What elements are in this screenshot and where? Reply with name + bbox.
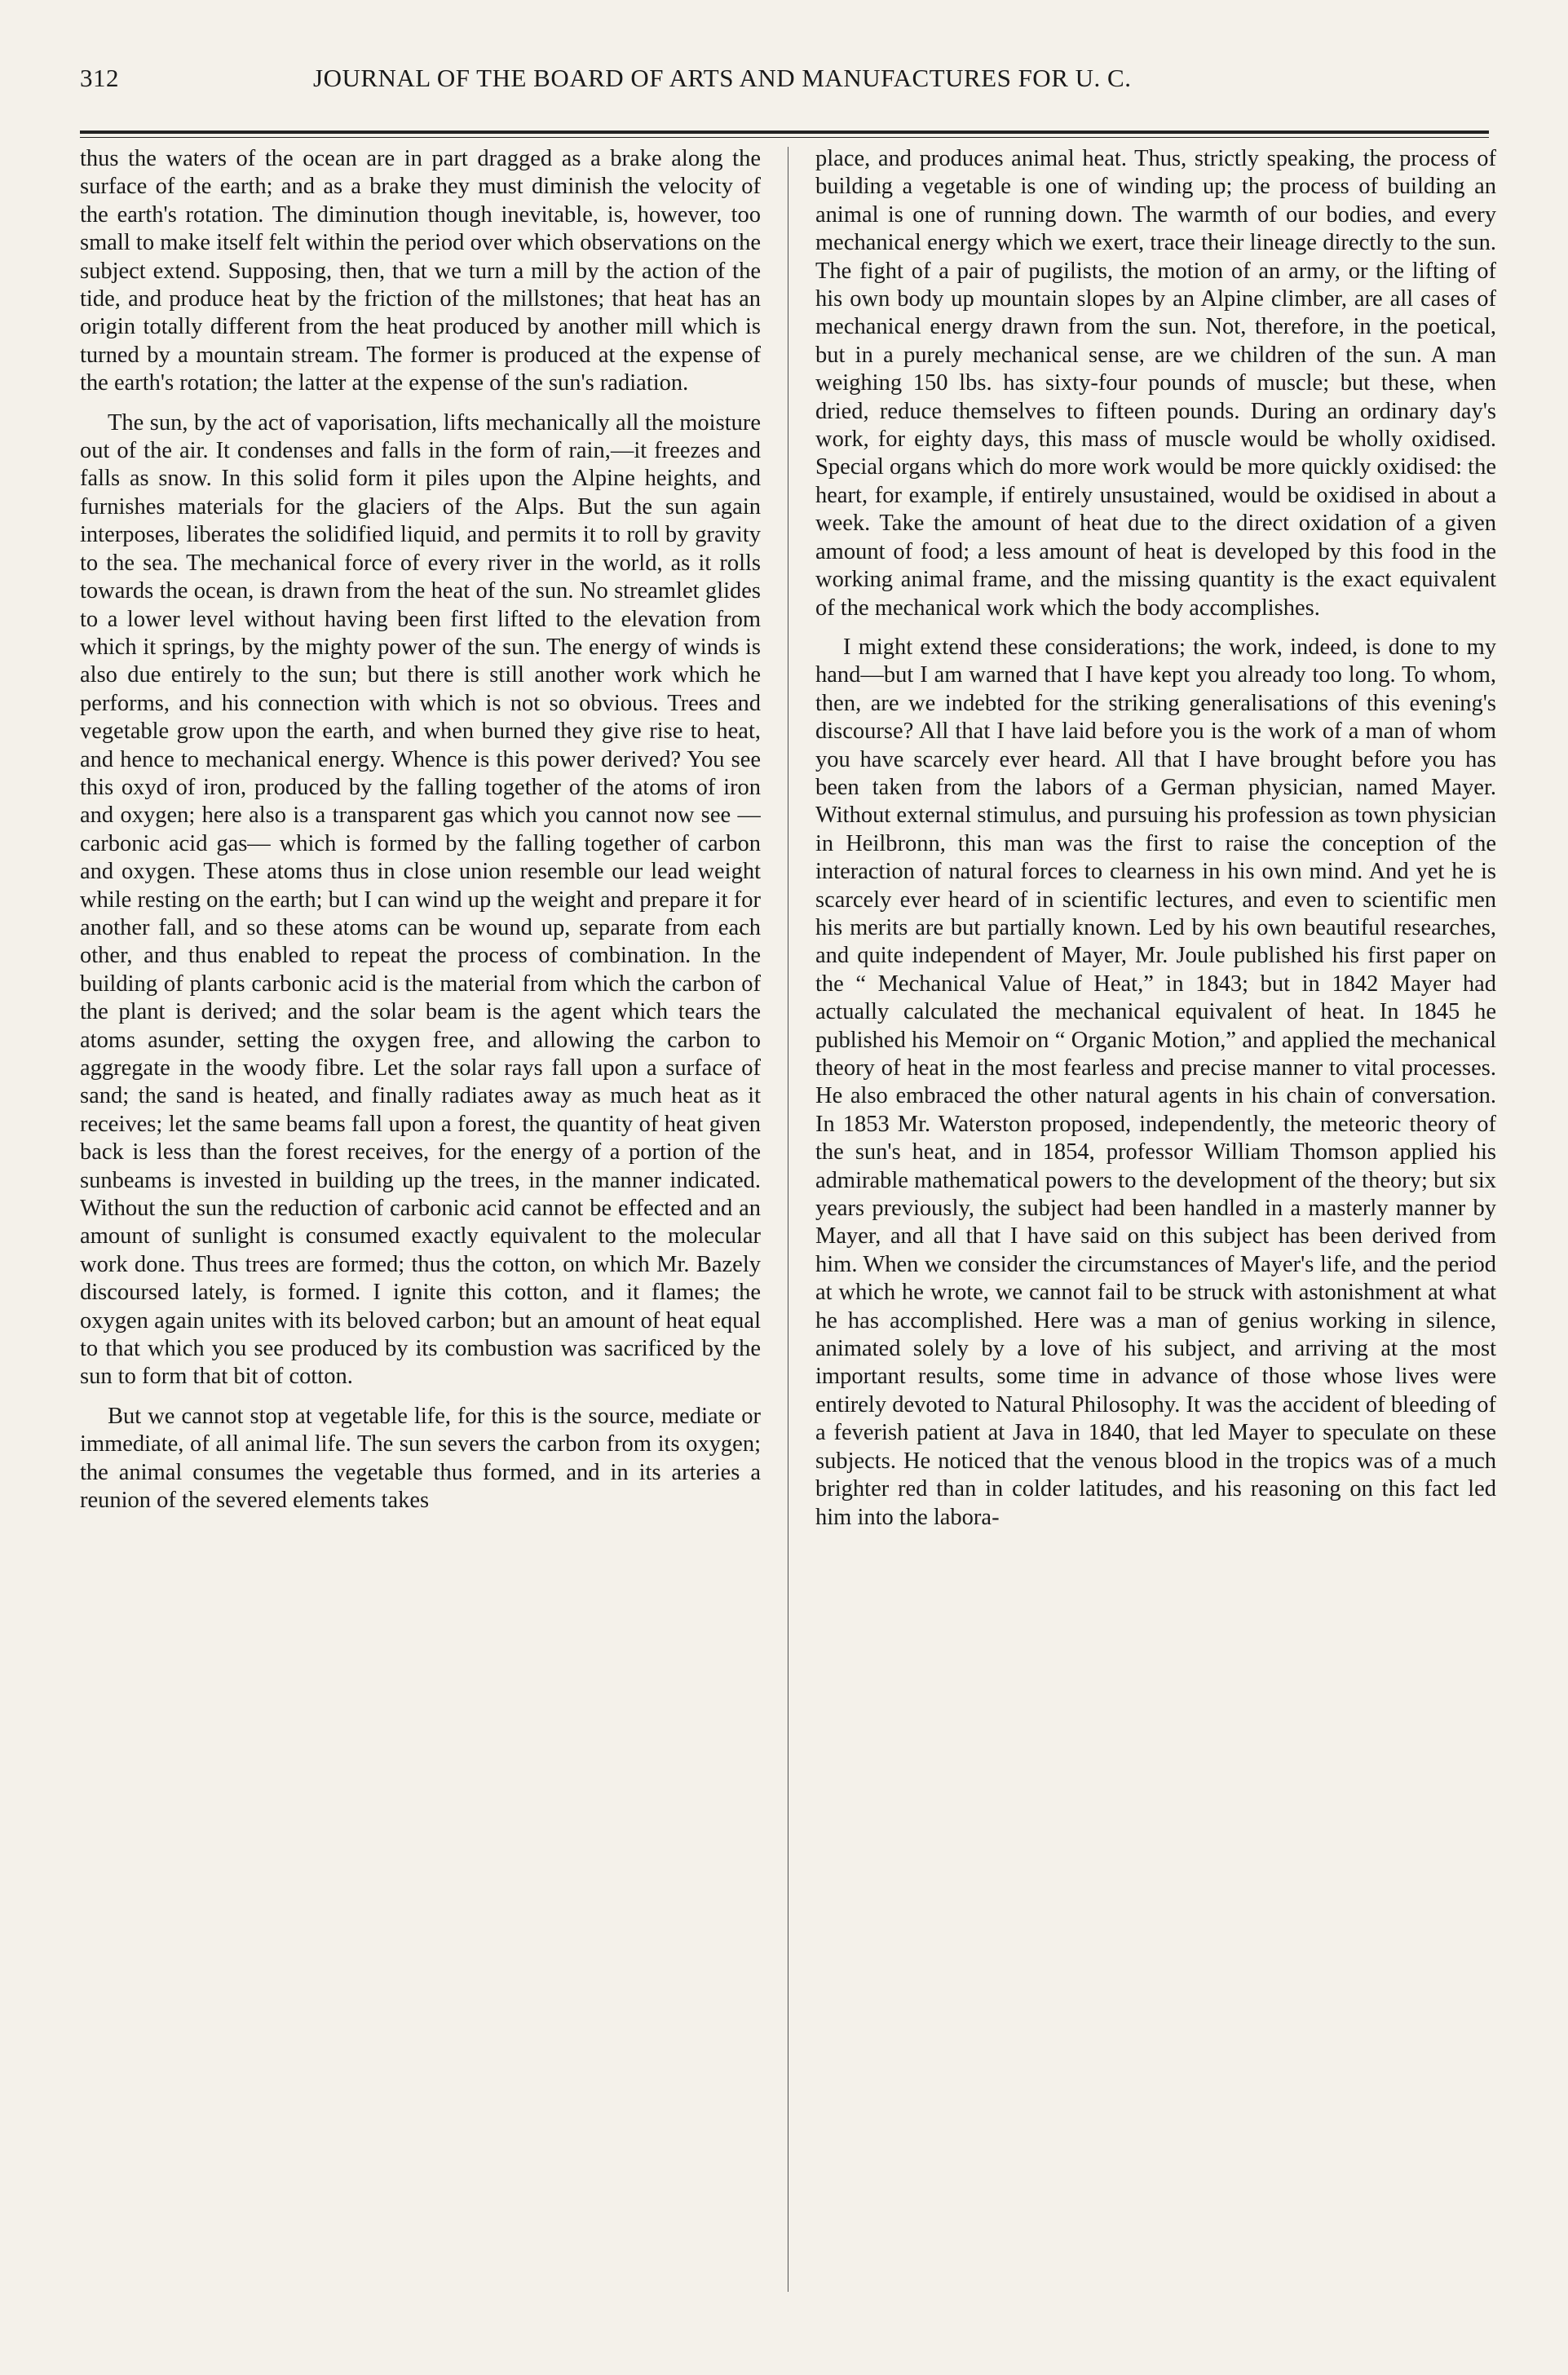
paragraph: I might extend these considerations; the work, indeed, is done to my hand—but I am warned that I have kept you already too long. To whom, then, are we indebted for the striking generalisations of this evening's discourse? All that I have laid before you is the work of a man of whom you have scarcely ever heard. All that I have brought before you has been taken from the labors of a German physician, named Mayer. Without external stimulus, and pursuing his profession as town physician in Heilbronn, this man was the first to raise the conception of the interaction of natural forces to clearness in his own mind. And yet he is scarcely ever heard of in scientific lectures, and even to scientific men his merits are but partially known. Led by his own beautiful researches, and quite independent of Mayer, Mr. Joule published his first paper on the “ Mechanical Value of Heat,” in 1843; but in 1842 Mayer had actually calculated the mechanical equivalent of heat. In 1845 he published his Memoir on “ Organic Motion,” and applied the mechanical theory of heat in the most fearless and precise manner to vital processes. He also embraced the other natural agents in his chain of conversation. In 1853 Mr. Waterston proposed, independently, the meteoric theory of the sun's heat, and in 1854, professor William Thomson applied his admirable mathematical powers to the development of the theory; but six years previously, the subject had been handled in a masterly manner by Mayer, and all that I have said on this subject has been derived from him. When we consider the circumstances of Mayer's life, and the period at which he wrote, we cannot fail to be struck with astonishment at what he has accomplished. Here was a man of genius working in silence, animated solely by a love of his subject, and arriving at the most important results, some time in advance of those whose lives were entirely devoted to Natural Philosophy. It was the accident of bleeding of a feverish patient at Java in 1840, that led Mayer to speculate on these subjects. He noticed that the venous blood in the tropics was of a much brighter red than in colder latitudes, and his reasoning on this fact led him into the labora-	[815, 634, 1496, 1530]
header-rule-thick	[80, 130, 1489, 134]
left-column	[80, 145, 761, 2298]
paragraph: thus the waters of the ocean are in part dragged as a brake along the surface of the earth; and as a brake they must diminish the velocity of the earth's rotation. The diminution though inevitable, is, however, too small to make itself felt within the period over which observations on the subject extend. Supposing, then, that we turn a mill by the action of the tide, and produce heat by the friction of the millstones; that heat has an origin totally different from the heat produced by another mill which is turned by a mountain stream. The former is produced at the expense of the earth's rotation; the latter at the expense of the sun's radiation.	[80, 146, 761, 396]
header-rule-thin	[80, 137, 1489, 138]
page-header	[80, 64, 1482, 101]
paragraph: The sun, by the act of vaporisation, lifts mechanically all the moisture out of the air. It condenses and falls in the form of rain,—it freezes and falls as snow. In this solid form it piles upon the Alpine heights, and furnishes materials for the glaciers of the Alps. But the sun again interposes, liberates the solidified liquid, and permits it to roll by gravity to the sea. The mechanical force of every river in the world, as it rolls towards the ocean, is drawn from the heat of the sun. No streamlet glides to a lower level without having been first lifted to the elevation from which it springs, by the mighty power of the sun. The energy of winds is also due entirely to the sun; but there is still another work which he performs, and his connection with which is not so obvious. Trees and vegetable grow upon the earth, and when burned they give rise to heat, and hence to mechanical energy. Whence is this power derived? You see this oxyd of iron, produced by the falling together of the atoms of iron and oxygen; here also is a transparent gas which you cannot now see —carbonic acid gas— which is formed by the falling together of carbon and oxygen. These atoms thus in close union resemble our lead weight while resting on the earth; but I can wind up the weight and prepare it for another fall, and so these atoms can be wound up, separate from each other, and thus enabled to repeat the process of combination. In the building of plants carbonic acid is the material from which the carbon of the plant is derived; and the solar beam is the agent which tears the atoms asunder, setting the oxygen free, and allowing the carbon to aggregate in the woody fibre. Let the solar rays fall upon a surface of sand; the sand is heated, and finally radiates away as much heat as it receives; let the same beams fall upon a forest, the quantity of heat given back is less than the forest receives, for the energy of a portion of the sunbeams is invested in building up the trees, in the manner indicated. Without the sun the reduction of carbonic acid cannot be effected and an amount of sunlight is consumed exactly equivalent to the molecular work done. Thus trees are formed; thus the cotton, on which Mr. Bazely discoursed lately, is formed. I ignite this cotton, and it flames; the oxygen again unites with its beloved carbon; but an amount of heat equal to that which you see produced by its combustion was sacrificed by the sun to form that bit of cotton.	[80, 409, 761, 1390]
paragraph: But we cannot stop at vegetable life, for this is the source, mediate or immediate, of all animal life. The sun severs the carbon from its oxygen; the animal consumes the vegetable thus formed, and in its arteries a reunion of the severed elements takes	[80, 1403, 761, 1514]
page-number: 312	[80, 64, 119, 92]
paragraph: place, and produces animal heat. Thus, strictly speaking, the process of building a vegetable is one of winding up; the process of building an animal is one of running down. The warmth of our bodies, and every mechanical energy which we exert, trace their lineage directly to the sun. The fight of a pair of pugilists, the motion of an army, or the lifting of his own body up mountain slopes by an Alpine climber, are all cases of mechanical energy drawn from the sun. Not, therefore, in the poetical, but in a purely mechanical sense, are we children of the sun. A man weighing 150 lbs. has sixty-four pounds of muscle; but these, when dried, reduce themselves to fifteen pounds. During an ordinary day's work, for eighty days, this mass of muscle would be wholly oxidised. Special organs which do more work would be more quickly oxidised: the heart, for example, if entirely unsustained, would be oxidised in about a week. Take the amount of heat due to the direct oxidation of a given amount of food; a less amount of heat is developed by this food in the working animal frame, and the missing quantity is the exact equivalent of the mechanical work which the body accomplishes.	[815, 146, 1496, 621]
right-column	[815, 145, 1496, 2298]
running-head: JOURNAL OF THE BOARD OF ARTS AND MANUFACTURES FOR U. C.	[313, 64, 1132, 92]
